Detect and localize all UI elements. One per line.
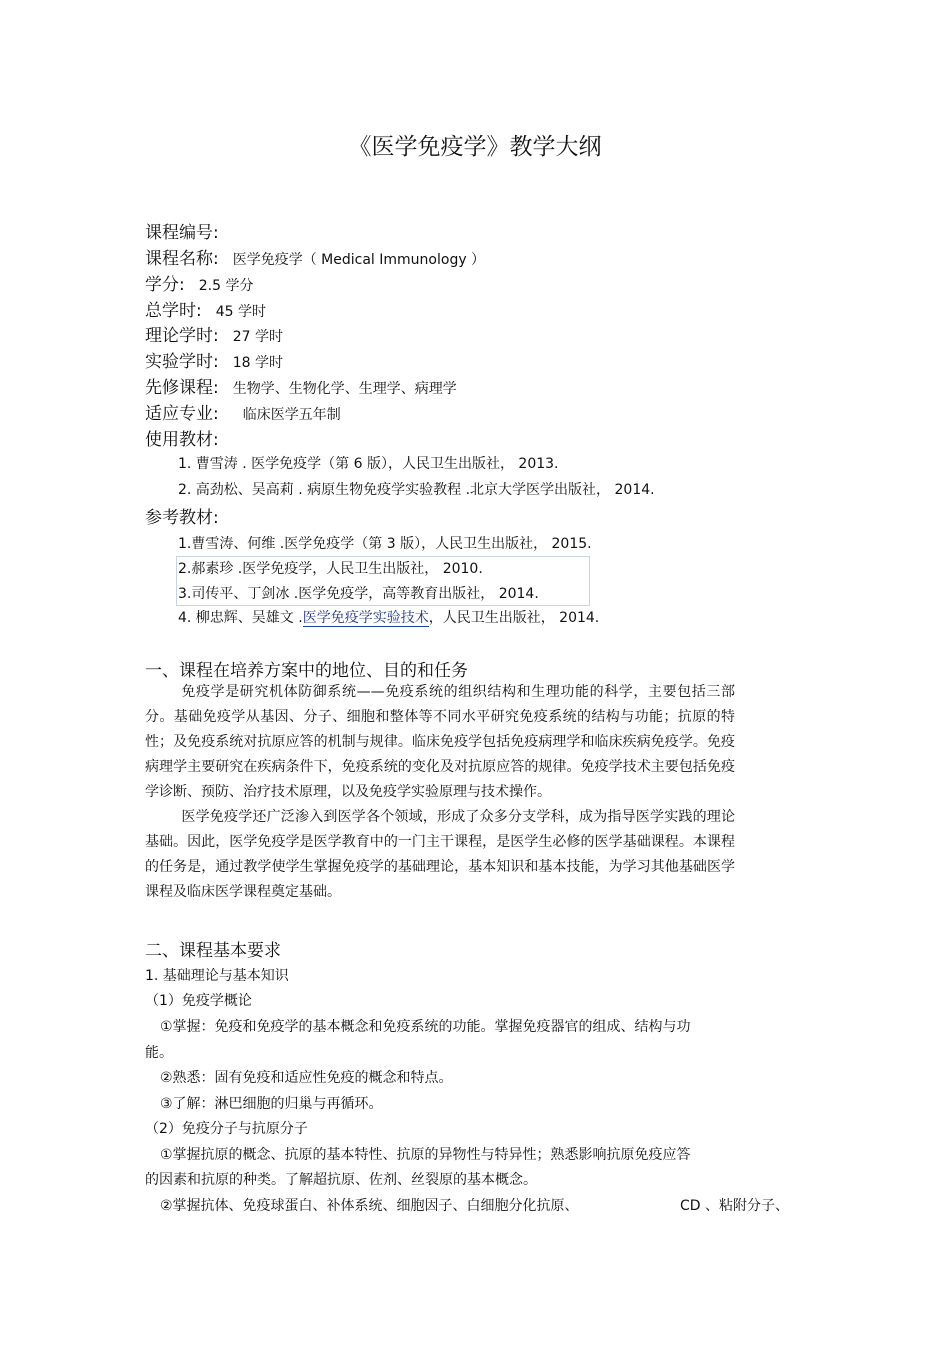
reference-link[interactable]: 医学免疫学实验技术 xyxy=(302,610,429,626)
item-text: ①掌握：免疫和免疫学的基本概念和免疫系统的功能。掌握免疫器官的组成、结构与功 xyxy=(160,1019,691,1035)
item-text: CD 、粘附分子、 xyxy=(680,1198,790,1214)
major-label: 适应专业: xyxy=(145,404,219,424)
course-name-label: 课程名称: xyxy=(145,249,219,269)
major-row xyxy=(145,399,341,424)
lab-hours-row xyxy=(145,347,283,372)
item-text: 能。 xyxy=(145,1045,173,1061)
subsection-title: 1. 基础理论与基本知识 xyxy=(145,968,289,984)
course-code-label: 课程编号: xyxy=(145,223,219,243)
reference-item: 2.郝素珍 .医学免疫学，人民卫生出版社， 2010. xyxy=(178,561,483,577)
credit-row xyxy=(145,270,253,295)
reference-item: 3.司传平、丁剑冰 .医学免疫学，高等教育出版社， 2014. xyxy=(178,586,539,602)
item-text: ②掌握抗体、免疫球蛋白、补体系统、细胞因子、白细胞分化抗原、 xyxy=(160,1198,579,1214)
total-hours-value: 45 学时 xyxy=(215,304,266,320)
course-name-value: 医学免疫学（ Medical Immunology ） xyxy=(232,252,486,268)
section1-heading: 一、课程在培养方案中的地位、目的和任务 xyxy=(145,661,468,681)
reference-prefix: 4. 柳忠辉、吴雄文 . xyxy=(178,610,303,626)
lab-hours-value: 18 学时 xyxy=(232,355,283,371)
prereq-value: 生物学、生物化学、生理学、病理学 xyxy=(232,381,457,397)
theory-hours-label: 理论学时: xyxy=(145,326,219,346)
total-hours-row xyxy=(145,296,266,321)
prereq-label: 先修课程: xyxy=(145,378,219,398)
item-text: 的因素和抗原的种类。了解超抗原、佐剂、丝裂原的基本概念。 xyxy=(145,1172,537,1188)
textbook-item: 2. 高劲松、吴高莉 . 病原生物免疫学实验教程 .北京大学医学出版社， 2014. xyxy=(178,482,655,498)
reference-item xyxy=(178,607,599,627)
prereq-row xyxy=(145,373,457,398)
references-label: 参考教材: xyxy=(145,508,219,528)
section1-paragraph: 医学免疫学还广泛渗入到医学各个领域，形成了众多分支学科，成为指导医学实践的理论基础。因此，医学免疫学是医学教育中的一门主干课程，是医学生必修的医学基础课程。本课程的任务是，通过教学使学生掌握免疫学的基础理论，基本知识和基本技能，为学习其他基础医学课程及临床医学课程奠定基础。 xyxy=(145,809,735,900)
item-text: ③了解：淋巴细胞的归巢与再循环。 xyxy=(160,1096,383,1112)
total-hours-label: 总学时: xyxy=(145,301,202,321)
theory-hours-value: 27 学时 xyxy=(232,329,283,345)
item-text: ②熟悉：固有免疫和适应性免疫的概念和特点。 xyxy=(160,1070,453,1086)
major-value: 临床医学五年制 xyxy=(242,407,341,423)
textbook-item: 1. 曹雪涛 . 医学免疫学（第 6 版），人民卫生出版社， 2013. xyxy=(178,456,559,472)
section2-heading: 二、课程基本要求 xyxy=(145,941,281,961)
credit-label: 学分: xyxy=(145,275,185,295)
page-title: 《医学免疫学》教学大纲 xyxy=(348,134,602,160)
item-text: ①掌握抗原的概念、抗原的基本特性、抗原的异物性与特异性；熟悉影响抗原免疫应答 xyxy=(160,1147,691,1163)
reference-suffix: ，人民卫生出版社， 2014. xyxy=(428,610,600,626)
item-title: （2）免疫分子与抗原分子 xyxy=(145,1121,308,1137)
reference-item: 1.曹雪涛、何维 .医学免疫学（第 3 版），人民卫生出版社， 2015. xyxy=(178,536,592,552)
section1-body xyxy=(145,680,735,905)
item-title: （1）免疫学概论 xyxy=(145,993,252,1009)
theory-hours-row xyxy=(145,321,283,346)
credit-value: 2.5 学分 xyxy=(198,278,254,294)
textbooks-label: 使用教材: xyxy=(145,430,219,450)
lab-hours-label: 实验学时: xyxy=(145,352,219,372)
course-name-row xyxy=(145,244,485,269)
section1-paragraph: 免疫学是研究机体防御系统——免疫系统的组织结构和生理功能的科学，主要包括三部分。基础免疫学从基因、分子、细胞和整体等不同水平研究免疫系统的结构与功能；抗原的特性；及免疫系统对抗原应答的机制与规律。临床免疫学包括免疫病理学和临床疾病免疫学。免疫病理学主要研究在疾病条件下，免疫系统的变化及对抗原应答的规律。免疫学技术主要包括免疫学诊断、预防、治疗技术原理，以及免疫学实验原理与技术操作。 xyxy=(145,684,735,800)
